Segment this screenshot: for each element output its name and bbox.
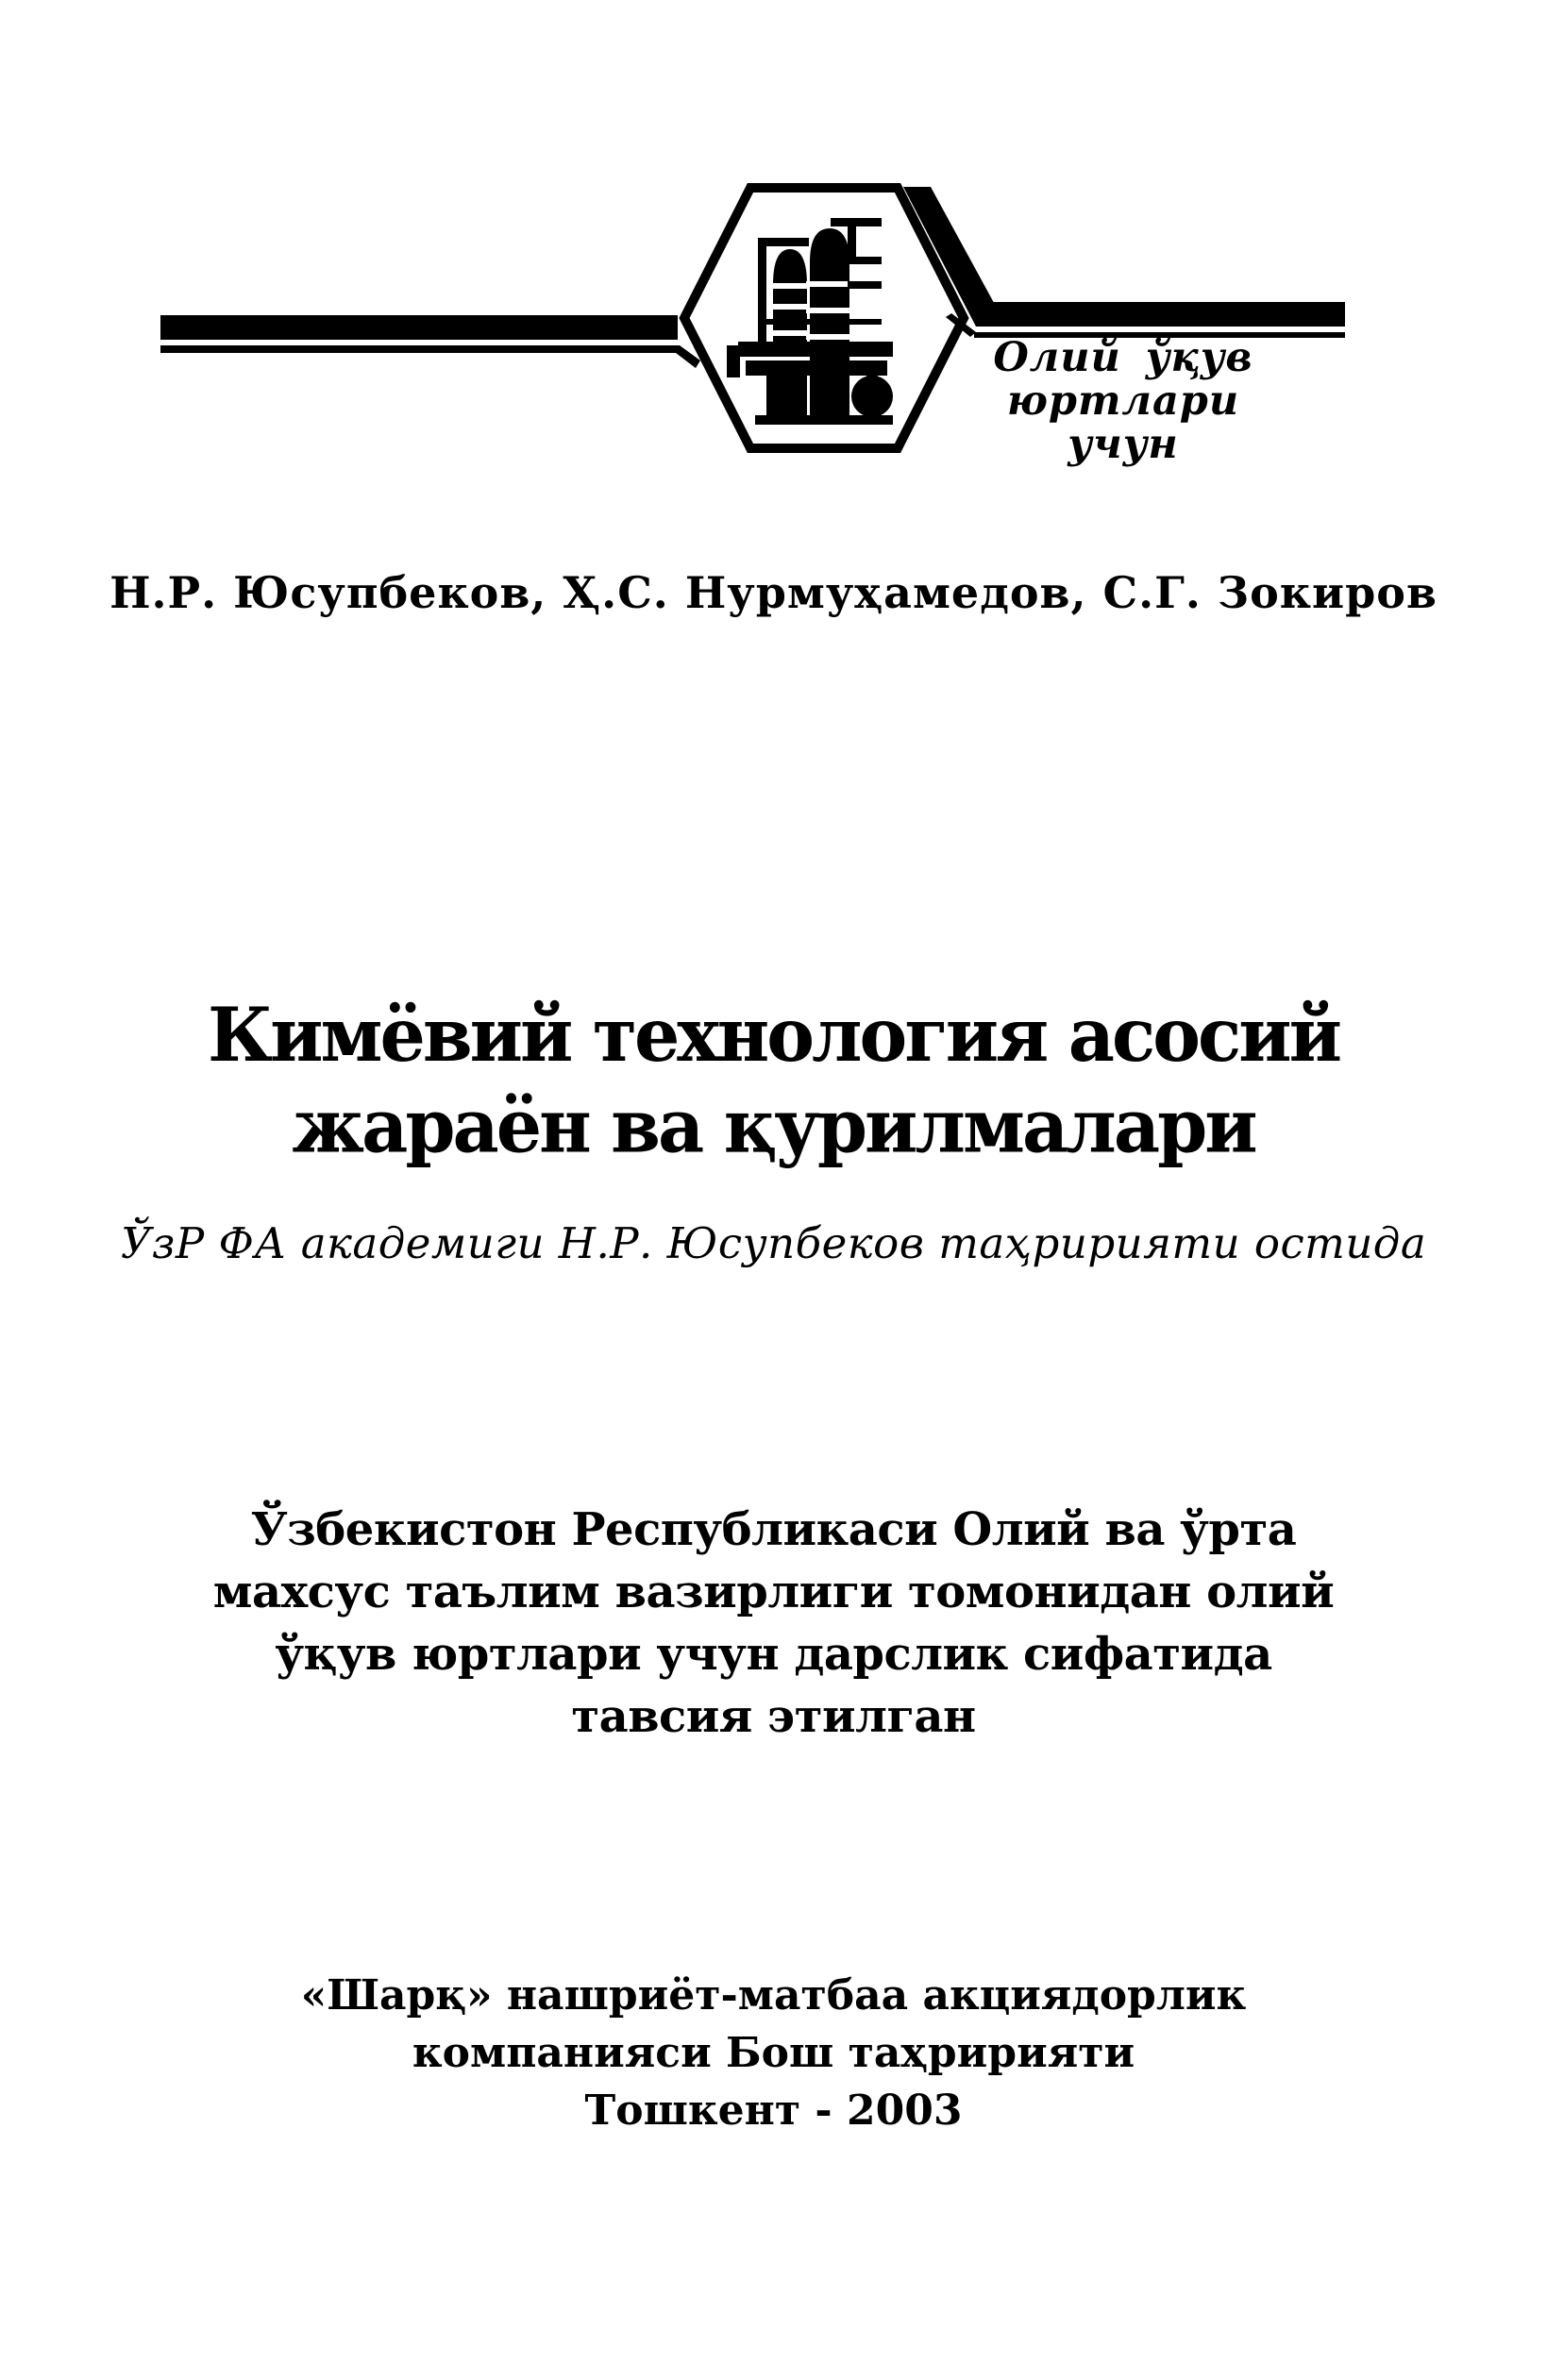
tagline-line: учун: [1068, 421, 1179, 468]
book-title: [0, 989, 1547, 1171]
left-thick-rule: [160, 315, 678, 340]
book-title-line: Кимёвий технология асосий: [207, 991, 1339, 1079]
right-thick-rule: [982, 302, 1345, 327]
banner-tagline: [977, 336, 1270, 466]
distillation-plant-illustration: [727, 218, 893, 425]
imprint-line: Тошкент - 2003: [584, 2087, 963, 2135]
editor-note: ЎзР ФА академиги Н.Р. Юсупбеков таҳририяти остида: [120, 1218, 1427, 1268]
left-thin-rule: [160, 345, 700, 368]
recommendation-line: махсус таълим вазирлиги томонидан олий: [212, 1566, 1335, 1618]
imprint-line: компанияси Бош таҳририяти: [412, 2029, 1135, 2077]
imprint-line: «Шарқ» нашриёт-матбаа акциядорлик: [300, 1971, 1247, 2020]
recommendation-line: тавсия этилган: [571, 1690, 976, 1743]
tagline-line: Олий ўқув: [993, 334, 1253, 381]
book-title-line: жараён ва қурилмалари: [292, 1081, 1255, 1170]
tagline-line: юртлари: [1006, 377, 1240, 425]
recommendation-note: [0, 1499, 1547, 1748]
recommendation-line: ўқув юртлари учун дарслик сифатида: [275, 1628, 1272, 1681]
chemical-plant-hexagon-logo: [0, 0, 1547, 500]
imprint: [0, 1967, 1547, 2139]
recommendation-line: Ўзбекистон Республикаси Олий ва ўрта: [250, 1503, 1297, 1556]
authors-line: Н.Р. Юсупбеков, Ҳ.С. Нурмуҳамедов, С.Г. Зокиров: [109, 567, 1438, 618]
